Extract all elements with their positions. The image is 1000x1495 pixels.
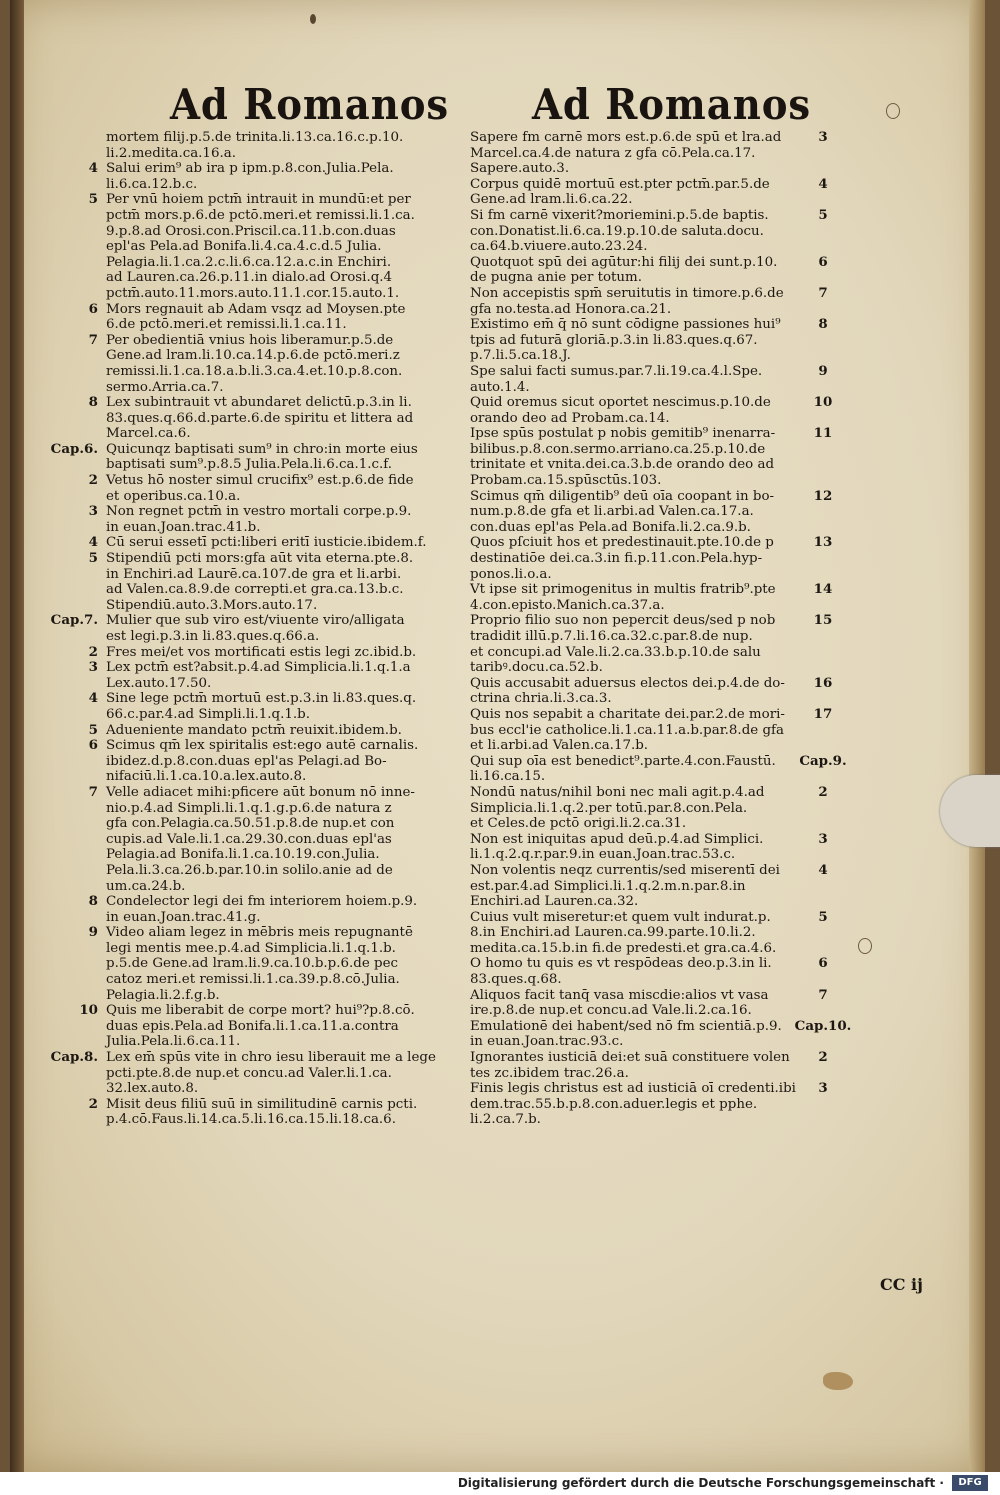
verse-number: 7 — [818, 284, 828, 301]
verse-number — [38, 130, 106, 146]
entry-line: et concupi.ad Vale.li.2.ca.33.b.p.10.de salu — [470, 644, 761, 660]
entry — [38, 130, 453, 161]
entry-line: Cū serui essetī pcti:liberi eritī iusticie.ibidem.f. — [106, 535, 427, 551]
entry-line: con.duas epl'as Pela.ad Bonifa.li.2.ca.9.b. — [470, 519, 751, 535]
entry — [448, 255, 868, 286]
entry-line: Ipse spūs postulat p nobis gemitib⁹ inenarra- — [470, 426, 776, 442]
verse-number: 4 — [88, 160, 98, 177]
entry-line: Lex subintrauit vt abundaret delictū.p.3.in li. — [106, 395, 412, 411]
verse-number: 5 — [818, 206, 828, 223]
entry-line: li.1.q.2.q.r.par.9.in euan.Joan.trac.53.c. — [470, 847, 736, 863]
verse-number: 7 — [88, 783, 98, 800]
entry-line: Lex.auto.17.50. — [106, 675, 212, 691]
verse-number: 2 — [88, 472, 98, 489]
entry-line: 8.in Enchiri.ad Lauren.ca.99.parte.10.li.2. — [470, 925, 756, 941]
verse-number: 9 — [818, 362, 828, 379]
entry-line: Quicunqz baptisati sum⁹ in chro:in morte eius — [106, 441, 418, 457]
entry-line: 4.con.episto.Manich.ca.37.a. — [470, 597, 665, 613]
verse-number: 4 — [818, 175, 828, 192]
entry-line: Finis legis christus est ad iusticiā oī credenti.ibi — [470, 1081, 796, 1097]
entry — [448, 317, 868, 364]
verse-number: 5 — [88, 550, 98, 567]
entry-line: de pugna anie per totum. — [470, 270, 643, 286]
entry-line: in Enchiri.ad Laurē.ca.107.de gra et li.arbi. — [106, 566, 402, 582]
entry-line: Marcel.ca.6. — [106, 426, 191, 442]
entry-line: Pelagia.li.2.f.g.b. — [106, 987, 220, 1003]
entry-line: tpis ad futurā gloriā.p.3.in li.83.ques.q.67. — [470, 332, 758, 348]
entry — [38, 535, 453, 551]
entry-line: um.ca.24.b. — [106, 878, 186, 894]
verse-number: 6 — [88, 300, 98, 317]
verse-number: 13 — [813, 534, 833, 551]
entry-line: taribꝰ.docu.ca.52.b. — [470, 660, 603, 676]
verse-number: 2 — [88, 643, 98, 660]
entry-line: O homo tu quis es vt respōdeas deo.p.3.in li. — [470, 956, 772, 972]
verse-number: 9 — [88, 924, 98, 941]
entry-line: Sapere fm carnē mors est.p.6.de spū et lra.ad — [470, 130, 782, 145]
entry-line: p.7.li.5.ca.18.J. — [470, 348, 571, 364]
entry-line: Sine lege pctm̄ mortuū est.p.3.in li.83.ques.q. — [106, 691, 417, 707]
entry-line: Gene.ad lram.li.10.ca.14.p.6.de pctō.meri.z — [106, 348, 400, 364]
entry-line: Existimo em̄ q̄ nō sunt cōdigne passiones hui⁹ — [470, 317, 781, 333]
entry — [38, 302, 453, 333]
entry-line: Velle adiacet mihi:pficere aūt bonum nō inne- — [106, 784, 415, 800]
entry-line: p.5.de Gene.ad lram.li.9.ca.10.b.p.6.de pec — [106, 956, 399, 972]
entry-line: Fres mei/et vos mortificati estis legi zc.ibid.b. — [106, 644, 417, 660]
entry — [448, 535, 868, 582]
verse-number: 3 — [818, 1080, 828, 1097]
entry-line: Vetus hō noster simul crucifix⁹ est.p.6.de fide — [106, 473, 414, 489]
book-page — [10, 0, 985, 1472]
entry-line: medita.ca.15.b.in fi.de predesti.et gra.ca.4.6. — [470, 940, 777, 956]
entry-line: Stipendiū.auto.3.Mors.auto.17. — [106, 597, 318, 613]
entry — [448, 1081, 868, 1128]
entry-line: nifaciū.li.1.ca.10.a.lex.auto.8. — [106, 769, 307, 785]
entry-line: mortem filij.p.5.de trinita.li.13.ca.16.c.p.10. — [106, 130, 404, 145]
entry-line: Proprio filio suo non pepercit deus/sed p nob — [470, 613, 776, 629]
entry-line: Quis nos sepabit a charitate dei.par.2.de mori- — [470, 706, 785, 722]
left-column — [38, 130, 453, 1128]
entry-line: ibidez.d.p.8.con.duas epl'as Pelagi.ad Bo- — [106, 753, 387, 769]
entry-line: Quid oremus sicut oportet nescimus.p.10.de — [470, 395, 771, 411]
entry-line: Emulationē dei habent/sed nō fm scientiā.p.9. — [470, 1018, 782, 1034]
entry — [448, 489, 868, 536]
entry-line: p.4.cō.Faus.li.14.ca.5.li.16.ca.15.li.18.ca.6. — [106, 1112, 396, 1128]
book-gutter — [10, 0, 24, 1472]
verse-number: 2 — [88, 1095, 98, 1112]
entry — [38, 442, 453, 473]
entry-line: Pelagia.ad Bonifa.li.1.ca.10.19.con.Julia. — [106, 847, 380, 863]
entry-line: Ignorantes iusticiā dei:et suā constituere volen — [470, 1050, 790, 1066]
entry-line: sermo.Arria.ca.7. — [106, 379, 224, 395]
verse-number: 3 — [88, 503, 98, 520]
entry — [38, 785, 453, 894]
verse-number: 10 — [813, 394, 833, 411]
entry — [448, 177, 868, 208]
verse-number: 2 — [818, 783, 828, 800]
verse-number: 5 — [88, 191, 98, 208]
entry-line: et operibus.ca.10.a. — [106, 488, 241, 504]
page-clasp — [940, 775, 1000, 847]
header-right: Ad Romanos — [532, 80, 812, 129]
entry-line: Qui sup oīa est benedict⁹.parte.4.con.Faustū. — [470, 753, 776, 769]
entry-line: Quos pſciuit hos et predestinauit.pte.10.de p — [470, 535, 774, 551]
entry — [38, 613, 453, 644]
entry-line: est.par.4.ad Simplici.li.1.q.2.m.n.par.8.in — [470, 878, 746, 894]
entry — [38, 504, 453, 535]
verse-number: 10 — [79, 1002, 98, 1019]
entry-line: Per vnū hoiem pctm̄ intrauit in mundū:et per — [106, 192, 411, 208]
entry-line: est legi.p.3.in li.83.ques.q.66.a. — [106, 629, 320, 644]
entry-line: Per obedientiā vnius hois liberamur.p.5.de — [106, 332, 394, 348]
page-edge — [969, 0, 985, 1472]
verse-number: 6 — [818, 955, 828, 972]
entry-line: 6.de pctō.meri.et remissi.li.1.ca.11. — [106, 317, 347, 333]
entry-line: ponos.li.o.a. — [470, 566, 552, 582]
entry-line: catoz meri.et remissi.li.1.ca.39.p.8.cō.Julia. — [106, 972, 400, 988]
entry — [38, 925, 453, 1003]
entry — [448, 1050, 868, 1081]
entry-line: ad Valen.ca.8.9.de correpti.et gra.ca.13.b.c. — [106, 582, 404, 598]
entry-line: remissi.li.1.ca.18.a.b.li.3.ca.4.et.10.p.8.con. — [106, 363, 403, 379]
entry — [38, 894, 453, 925]
verse-number: 4 — [88, 534, 98, 551]
entry-line: tradidit illū.p.7.li.16.ca.32.c.par.8.de nup. — [470, 629, 753, 644]
verse-number: 8 — [818, 316, 828, 333]
entry — [448, 130, 868, 177]
entry-line: Mors regnauit ab Adam vsqz ad Moysen.pte — [106, 301, 406, 317]
paper-mark — [886, 103, 900, 119]
entry-line: li.6.ca.12.b.c. — [106, 176, 198, 192]
entry-line: li.16.ca.15. — [470, 769, 546, 785]
verse-number: 14 — [813, 581, 833, 598]
verse-number: 12 — [813, 487, 833, 504]
entry — [38, 395, 453, 442]
entry-line: et li.arbi.ad Valen.ca.17.b. — [470, 738, 649, 754]
verse-number: Cap.8. — [50, 1049, 98, 1066]
entry-line: nio.p.4.ad Simpli.li.1.q.1.g.p.6.de natura z — [106, 800, 392, 816]
signature-mark: CC ij — [880, 1275, 923, 1294]
entry-line: Lex pctm̄ est?absit.p.4.ad Simplicia.li.1.q.1.a — [106, 660, 411, 676]
entry — [448, 395, 868, 426]
entry-line: Quis accusabit aduersus electos dei.p.4.de do- — [470, 675, 785, 691]
entry-line: Pelagia.li.1.ca.2.c.li.6.ca.12.a.c.in Enchiri. — [106, 254, 392, 270]
entry-line: Quotquot spū dei agūtur:hi filij dei sunt.p.10. — [470, 254, 778, 270]
entry — [38, 1050, 453, 1097]
entry — [448, 1019, 868, 1050]
entry-line: orando deo ad Probam.ca.14. — [470, 410, 670, 426]
entry-line: Nondū natus/nihil boni nec mali agit.p.4.ad — [470, 784, 765, 800]
entry-line: trinitate et vnita.dei.ca.3.b.de orando deo ad — [470, 457, 775, 473]
verse-number: 4 — [88, 690, 98, 707]
verse-number: 16 — [813, 674, 833, 691]
entry-line: Probam.ca.15.spūsctūs.103. — [470, 473, 662, 489]
entry-line: Scimus qm̄ lex spiritalis est:ego autē carnalis. — [106, 738, 419, 754]
entry — [448, 785, 868, 832]
entry-line: cupis.ad Vale.li.1.ca.29.30.con.duas epl'as — [106, 831, 392, 847]
verse-number: 5 — [88, 721, 98, 738]
entry-line: Non accepistis spm̄ seruitutis in timore.p.6.de — [470, 285, 784, 301]
entry-line: legi mentis mee.p.4.ad Simplicia.li.1.q.1.b. — [106, 940, 396, 956]
verse-number: 7 — [88, 331, 98, 348]
entry-line: gfa con.Pelagia.ca.50.51.p.8.de nup.et con — [106, 816, 395, 832]
entry-line: in euan.Joan.trac.93.c. — [470, 1034, 624, 1050]
entry — [38, 691, 453, 722]
entry-line: li.2.ca.7.b. — [470, 1112, 541, 1128]
entry-line: tes zc.ibidem trac.26.a. — [470, 1065, 629, 1081]
entry — [38, 473, 453, 504]
verse-number: 4 — [818, 861, 828, 878]
entry-line: Misit deus filiū suū in similitudinē carnis pcti. — [106, 1096, 418, 1112]
verse-number: 2 — [818, 1049, 828, 1066]
verse-number: 3 — [818, 129, 828, 145]
entry-line: Stipendiū pcti mors:gfa aūt vita eterna.pte.8. — [106, 551, 414, 567]
entry — [448, 676, 868, 707]
entry-line: Marcel.ca.4.de natura z gfa cō.Pela.ca.17. — [470, 145, 756, 161]
verse-number: 8 — [88, 893, 98, 910]
entry-line: duas epis.Pela.ad Bonifa.li.1.ca.11.a.contra — [106, 1018, 399, 1034]
verse-number: 7 — [818, 986, 828, 1003]
verse-number: 17 — [813, 705, 833, 722]
verse-number: 3 — [818, 830, 828, 847]
entry-line: dem.trac.55.b.p.8.con.aduer.legis et pphe. — [470, 1096, 758, 1112]
entry-line: li.2.medita.ca.16.a. — [106, 145, 236, 161]
entry — [38, 645, 453, 661]
entry — [38, 738, 453, 785]
entry-line: Julia.Pela.li.6.ca.11. — [106, 1034, 241, 1050]
dfg-logo: DFG — [952, 1475, 988, 1491]
header-left: Ad Romanos — [170, 80, 450, 129]
entry-line: et Celes.de pctō origi.li.2.ca.31. — [470, 816, 687, 832]
entry — [448, 426, 868, 488]
verse-number: 6 — [818, 253, 828, 270]
entry — [448, 613, 868, 675]
entry-line: 32.lex.auto.8. — [106, 1081, 199, 1097]
entry — [448, 754, 868, 785]
entry-line: Lex em̄ spūs vite in chro iesu liberauit me a lege — [106, 1050, 436, 1066]
footer-bar — [0, 1472, 1000, 1495]
entry-line: ctrina chria.li.3.ca.3. — [470, 691, 612, 707]
entry-line: Sapere.auto.3. — [470, 161, 570, 177]
paper-stain — [823, 1372, 853, 1390]
entry — [38, 1003, 453, 1050]
entry — [448, 910, 868, 957]
entry-line: bilibus.p.8.con.sermo.arriano.ca.25.p.10.de — [470, 441, 766, 457]
footer-text: Digitalisierung gefördert durch die Deutsche Forschungsgemeinschaft · — [457, 1476, 944, 1490]
entry-line: Gene.ad lram.li.6.ca.22. — [470, 192, 633, 208]
verse-number: Cap.10. — [794, 1017, 852, 1034]
entry-line: baptisati sum⁹.p.8.5 Julia.Pela.li.6.ca.1.c.f. — [106, 457, 393, 473]
verse-number: 3 — [88, 659, 98, 676]
verse-number: 15 — [813, 612, 833, 629]
entry — [448, 707, 868, 754]
entry-line: gfa no.testa.ad Honora.ca.21. — [470, 301, 672, 317]
entry-line: Salui erim⁹ ab ira p ipm.p.8.con.Julia.Pela. — [106, 161, 394, 177]
verse-number: Cap.7. — [50, 612, 98, 629]
entry-line: con.Donatist.li.6.ca.19.p.10.de saluta.docu. — [470, 223, 764, 239]
entry-line: 66.c.par.4.ad Simpli.li.1.q.1.b. — [106, 706, 310, 722]
entry-line: ire.p.8.de nup.et concu.ad Vale.li.2.ca.16. — [470, 1003, 752, 1019]
entry — [38, 1097, 453, 1128]
entry — [38, 660, 453, 691]
entry — [448, 364, 868, 395]
verse-number: 8 — [88, 394, 98, 411]
entry-line: Vt ipse sit primogenitus in multis fratrib⁹.pte — [470, 582, 776, 598]
entry-line: 83.ques.q.68. — [470, 972, 562, 988]
entry-line: ad Lauren.ca.26.p.11.in dialo.ad Orosi.q.4 — [106, 270, 393, 286]
entry-line: Si fm carnē vixerit?moriemini.p.5.de baptis. — [470, 207, 769, 223]
entry-line: in euan.Joan.trac.41.g. — [106, 909, 261, 925]
entry-line: ca.64.b.viuere.auto.23.24. — [470, 239, 648, 255]
verse-number: 5 — [818, 908, 828, 925]
entry-line: pctm̄.auto.11.mors.auto.11.1.cor.15.auto.1. — [106, 285, 400, 301]
entry-line: destinatiōe dei.ca.3.in fi.p.11.con.Pela.hyp- — [470, 551, 763, 567]
entry-line: pctm̄ mors.p.6.de pctō.meri.et remissi.li.1.ca. — [106, 207, 415, 223]
entry-line: Mulier que sub viro est/viuente viro/alligata — [106, 613, 405, 629]
entry — [448, 863, 868, 910]
entry — [448, 988, 868, 1019]
entry-line: Corpus quidē mortuū est.pter pctm̄.par.5.de — [470, 176, 770, 192]
entry-line: Enchiri.ad Lauren.ca.32. — [470, 894, 639, 910]
entry — [448, 582, 868, 613]
entry-line: auto.1.4. — [470, 379, 530, 395]
entry — [448, 956, 868, 987]
entry-line: Adueniente mandato pctm̄ reuixit.ibidem.b. — [106, 722, 402, 738]
entry-line: num.p.8.de gfa et li.arbi.ad Valen.ca.17.a. — [470, 504, 754, 520]
entry — [38, 333, 453, 395]
right-column — [448, 130, 868, 1128]
entry-line: pcti.pte.8.de nup.et concu.ad Valer.li.1.ca. — [106, 1065, 392, 1081]
entry — [38, 192, 453, 301]
entry-line: Non regnet pctm̄ in vestro mortali corpe.p.9. — [106, 504, 412, 520]
entry-line: 83.ques.q.66.d.parte.6.de spiritu et littera ad — [106, 410, 414, 426]
entry-line: Simplicia.li.1.q.2.per totū.par.8.con.Pela. — [470, 800, 748, 816]
entry — [448, 286, 868, 317]
entry — [38, 551, 453, 613]
entry — [448, 832, 868, 863]
verse-number: 6 — [88, 737, 98, 754]
entry-line: epl'as Pela.ad Bonifa.li.4.ca.4.c.d.5 Julia. — [106, 239, 382, 255]
entry-line: Non volentis neqz currentis/sed miserentī dei — [470, 862, 780, 878]
entry-line: Cuius vult miseretur:et quem vult indurat.p. — [470, 909, 771, 925]
verse-number: 11 — [813, 425, 833, 442]
ink-spot — [310, 14, 316, 24]
entry-line: Quis me liberabit de corpe mort? hui⁹?p.8.cō. — [106, 1003, 415, 1019]
entry-line: bus eccl'ie catholice.li.1.ca.11.a.b.par.8.de gfa — [470, 722, 784, 738]
entry-line: 9.p.8.ad Orosi.con.Priscil.ca.11.b.con.duas — [106, 223, 396, 239]
entry-line: Condelector legi dei fm interiorem hoiem.p.9. — [106, 894, 418, 910]
entry-line: Scimus qm̄ diligentib⁹ deū oīa coopant in bo- — [470, 488, 775, 504]
entry-line: Aliquos facit tanq̄ vasa miscdie:alios vt vasa — [470, 987, 769, 1003]
verse-number: Cap.9. — [799, 752, 847, 769]
entry-line: Pela.li.3.ca.26.b.par.10.in solilo.anie ad de — [106, 862, 393, 878]
verse-number: Cap.6. — [50, 440, 98, 457]
entry-line: in euan.Joan.trac.41.b. — [106, 519, 261, 535]
entry — [38, 723, 453, 739]
entry — [38, 161, 453, 192]
entry — [448, 208, 868, 255]
entry-line: Non est iniquitas apud deū.p.4.ad Simplici. — [470, 831, 764, 847]
entry-line: Video aliam legez in mēbris meis repugnantē — [106, 925, 413, 941]
entry-line: Spe salui facti sumus.par.7.li.19.ca.4.l.Spe. — [470, 363, 763, 379]
